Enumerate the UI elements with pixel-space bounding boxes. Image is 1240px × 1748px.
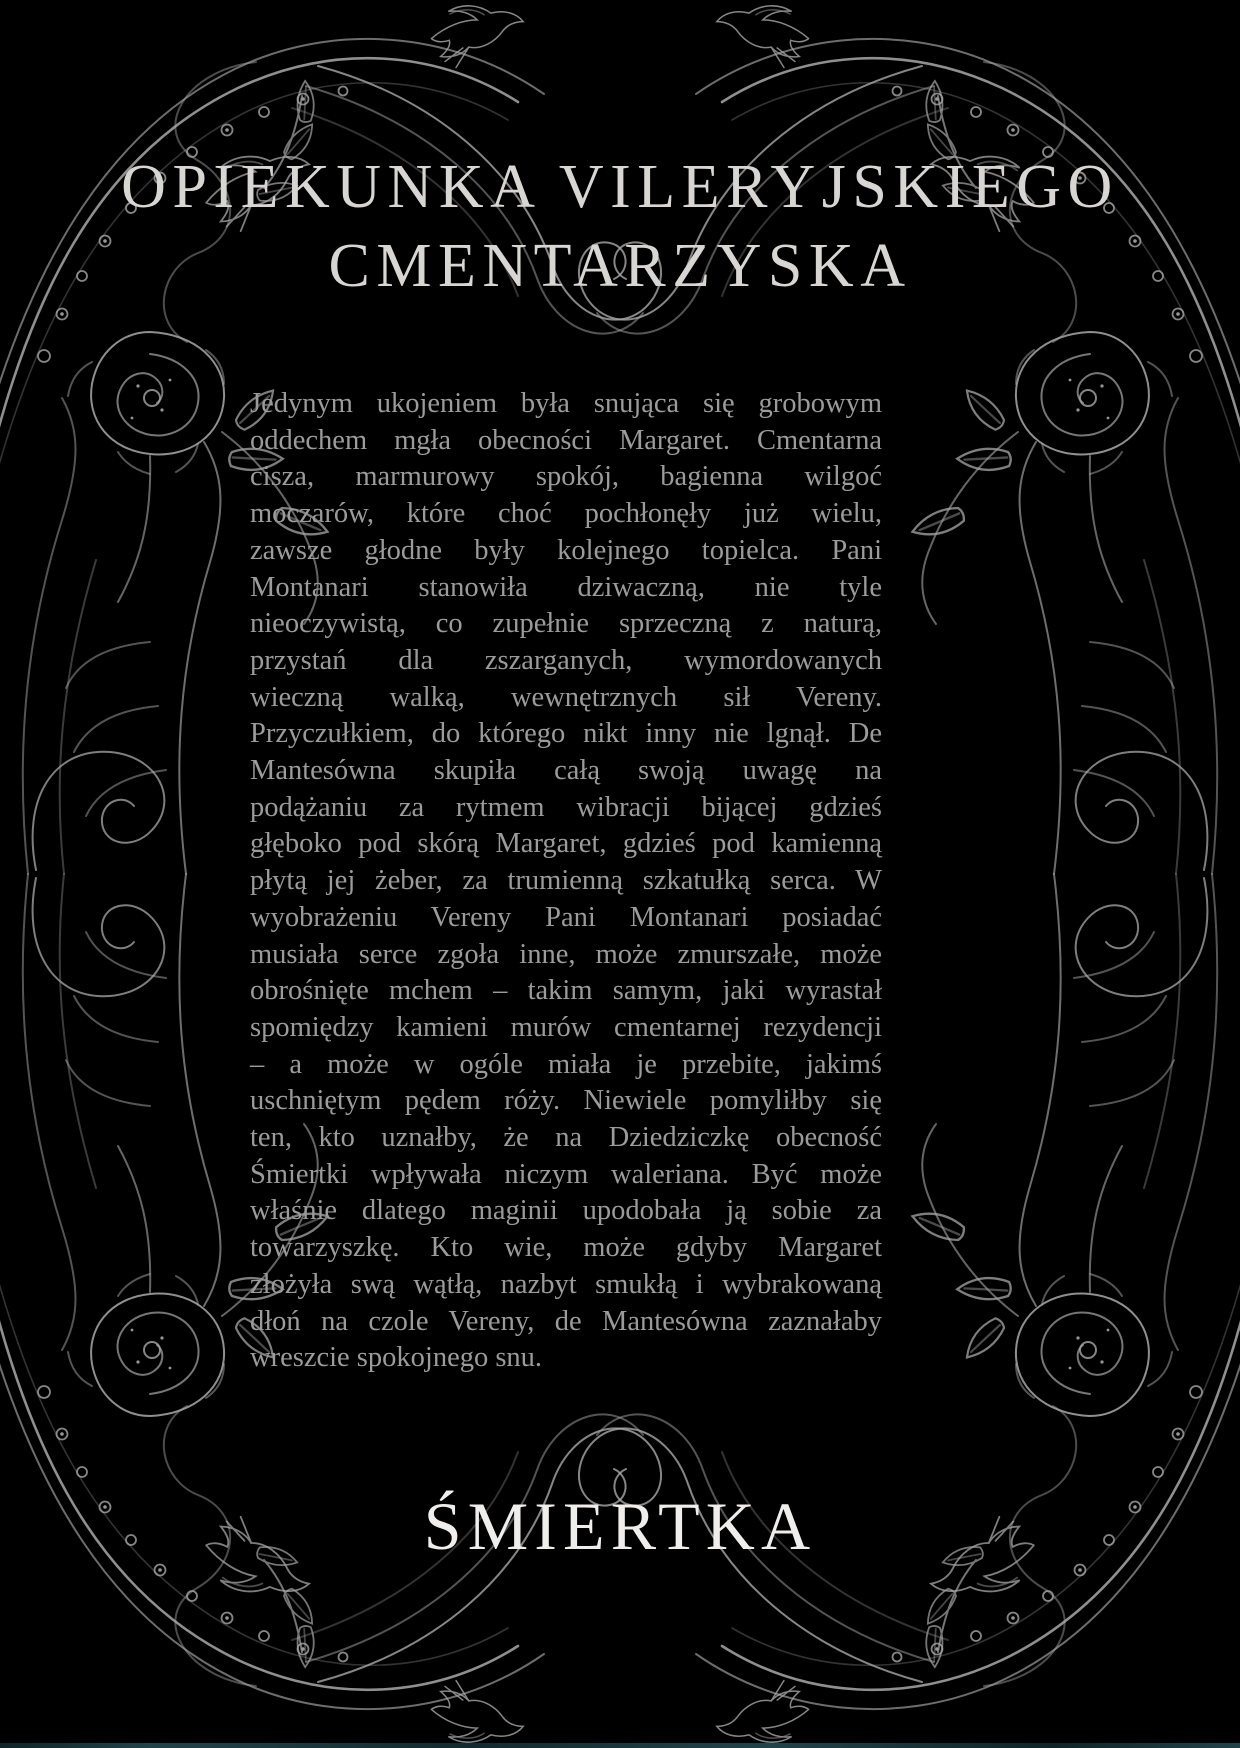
body-line: zawsze głodne były kolejnego topielca. Pani xyxy=(250,534,882,566)
body-line: uschniętym pędem róży. Niewiele pomyliłby się xyxy=(250,1085,882,1117)
body-line: – a może w ogóle miała je przebite, jakimś xyxy=(250,1048,882,1080)
body-line: Śmiertki wpływała niczym waleriana. Być może xyxy=(250,1158,882,1190)
footer-title: ŚMIERTKA xyxy=(423,1488,817,1564)
body-line: wyobrażeniu Vereny Pani Montanari posiadać xyxy=(250,901,882,933)
body-line: musiała serce zgoła inne, może zmurszałe, może xyxy=(250,938,882,970)
body-line: spomiędzy kamieni murów cmentarnej rezydencji xyxy=(250,1011,882,1043)
body-line: wreszcie spokojnego snu. xyxy=(250,1342,543,1374)
body-line: Przyczułkiem, do którego nikt inny nie lgnął. De xyxy=(250,718,882,750)
body-line: obrośnięte mchem – takim samym, jaki wyrastał xyxy=(250,975,882,1007)
page-title-line1: OPIEKUNKA VILERYJSKIEGO xyxy=(121,153,1119,221)
body-line: płytą jej żeber, za trumienną szkatułką serca. W xyxy=(250,865,882,897)
page-title xyxy=(0,148,1240,306)
body-line: Jedynym ukojeniem była snująca się grobowym xyxy=(250,388,882,419)
page-title-line2: CMENTARZYSKA xyxy=(328,232,912,300)
body-line: Montanari stanowiła dziwaczną, nie tyle xyxy=(250,571,882,603)
body-line: przystań dla zszarganych, wymordowanych xyxy=(250,644,882,676)
body-line: złożyła swą wątłą, nazbyt smukłą i wybrakowaną xyxy=(250,1268,882,1300)
body-line: ten, kto uznałby, że na Dziedziczkę obecność xyxy=(250,1122,882,1154)
body-line: podążaniu za rytmem wibracji bijącej gdzieś xyxy=(250,791,882,823)
body-line: moczarów, które choć pochłonęły już wielu, xyxy=(250,498,882,530)
body-line: właśnie dlatego maginii upodobała ją sobie za xyxy=(250,1195,882,1227)
body-line: głęboko pod skórą Margaret, gdzieś pod kamienną xyxy=(250,828,882,860)
body-line: towarzyszkę. Kto wie, może gdyby Margaret xyxy=(250,1232,882,1264)
body-line: cisza, marmurowy spokój, bagienna wilgoć xyxy=(250,461,882,493)
body-line: nieoczywistą, co zupełnie sprzeczną z naturą, xyxy=(250,608,882,640)
body-line: wieczną walką, wewnętrznych sił Vereny. xyxy=(250,681,882,713)
body-line: dłoń na czole Vereny, de Mantesówna zaznałaby xyxy=(250,1305,882,1337)
body-line: oddechem mgła obecności Margaret. Cmentarna xyxy=(250,424,882,456)
body-line: Mantesówna skupiła całą swoją uwagę na xyxy=(250,755,882,787)
bottom-edge-strip xyxy=(0,1743,1240,1748)
body-paragraph xyxy=(250,386,882,1377)
